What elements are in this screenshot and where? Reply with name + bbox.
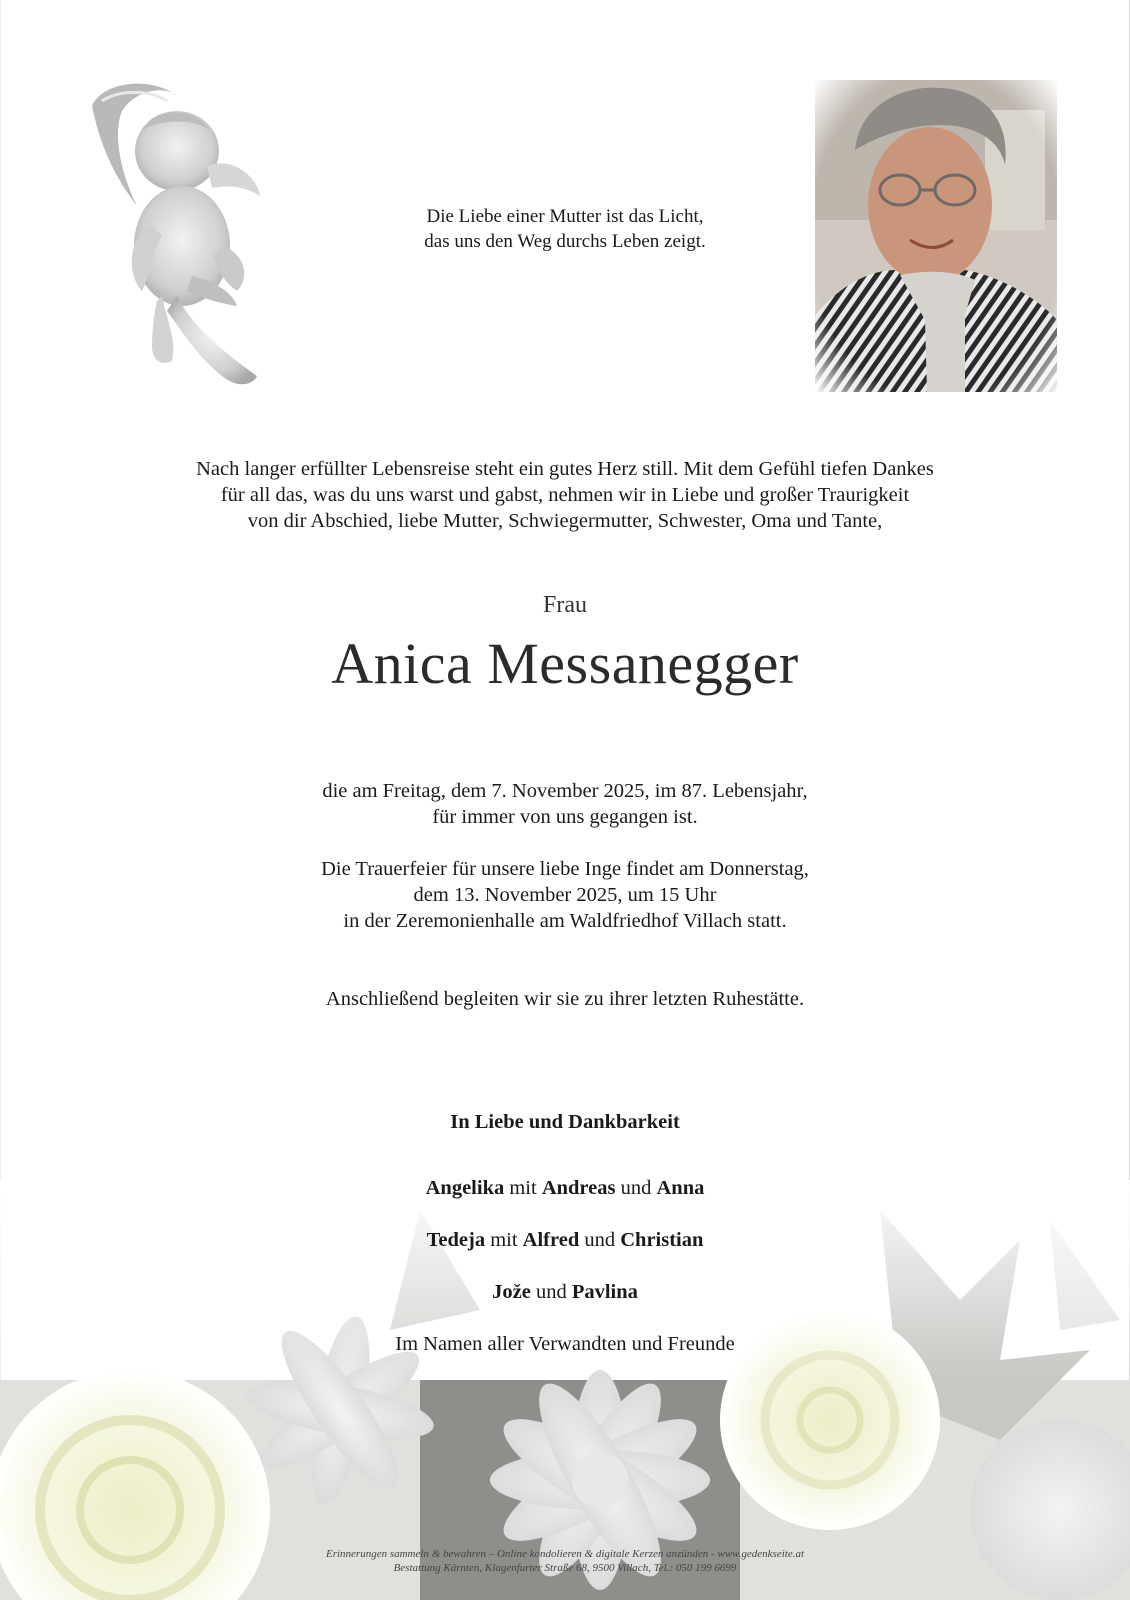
family-name: Pavlina bbox=[571, 1281, 638, 1303]
quote-line-1: Die Liebe einer Mutter ist das Licht, bbox=[426, 206, 704, 227]
family-name: Christian bbox=[620, 1229, 704, 1251]
intro-line-2: für all das, was du uns warst und gabst, nehmen wir in Liebe und großer Traurigkeit bbox=[220, 484, 910, 506]
intro-line-1: Nach langer erfüllter Lebensreise steht ein gutes Herz still. Mit dem Gefühl tiefen Dankes bbox=[196, 458, 934, 480]
family-name: Alfred bbox=[522, 1229, 580, 1251]
footer-line-1: Erinnerungen sammeln & bewahren – Online kondolieren & digitale Kerzen anzünden - www.gedenkseite.at bbox=[325, 1548, 805, 1560]
family-name: Angelika bbox=[425, 1177, 505, 1199]
death-line-2: für immer von uns gegangen ist. bbox=[432, 806, 698, 828]
family-conjunction: mit bbox=[504, 1177, 542, 1199]
salutation: Frau bbox=[543, 592, 587, 618]
closing-phrase: In Liebe und Dankbarkeit bbox=[450, 1111, 680, 1133]
burial-notice: Anschließend begleiten wir sie zu ihrer letzten Ruhestätte. bbox=[325, 988, 805, 1010]
family-row-1 bbox=[265, 1177, 865, 1200]
family-name: Anna bbox=[656, 1177, 705, 1199]
memorial-quote bbox=[360, 204, 770, 254]
ceremony-line-1: Die Trauerfeier für unsere liebe Inge findet am Donnerstag, bbox=[321, 858, 809, 880]
ceremony-line-3: in der Zeremonienhalle am Waldfriedhof Villach statt. bbox=[343, 910, 787, 932]
intro-line-3: von dir Abschied, liebe Mutter, Schwiegermutter, Schwester, Oma und Tante, bbox=[247, 510, 883, 532]
quote-line-2: das uns den Weg durchs Leben zeigt. bbox=[424, 231, 706, 252]
angel-image bbox=[82, 76, 272, 396]
death-notice bbox=[215, 778, 915, 830]
family-row-2 bbox=[265, 1229, 865, 1252]
footer-line-2: Bestattung Kärnten, Klagenfurter Straße 68, 9500 Villach, Tel.: 050 199 6699 bbox=[393, 1562, 737, 1574]
intro-text bbox=[100, 456, 1030, 534]
family-row-3 bbox=[265, 1281, 865, 1304]
portrait-photo bbox=[815, 80, 1057, 392]
family-name: Tedeja bbox=[426, 1229, 486, 1251]
death-line-1: die am Freitag, dem 7. November 2025, im 87. Lebensjahr, bbox=[322, 780, 808, 802]
ceremony-line-2: dem 13. November 2025, um 15 Uhr bbox=[413, 884, 717, 906]
family-conjunction: und bbox=[615, 1177, 657, 1199]
footer bbox=[265, 1547, 865, 1575]
family-name: Andreas bbox=[541, 1177, 616, 1199]
deceased-name: Anica Messanegger bbox=[331, 631, 799, 696]
family-row-4: Im Namen aller Verwandten und Freunde bbox=[395, 1333, 735, 1355]
family-conjunction: und bbox=[579, 1229, 621, 1251]
ceremony-notice bbox=[215, 856, 915, 934]
family-conjunction: mit bbox=[485, 1229, 523, 1251]
family-conjunction: und bbox=[530, 1281, 572, 1303]
family-name: Jože bbox=[492, 1281, 531, 1303]
